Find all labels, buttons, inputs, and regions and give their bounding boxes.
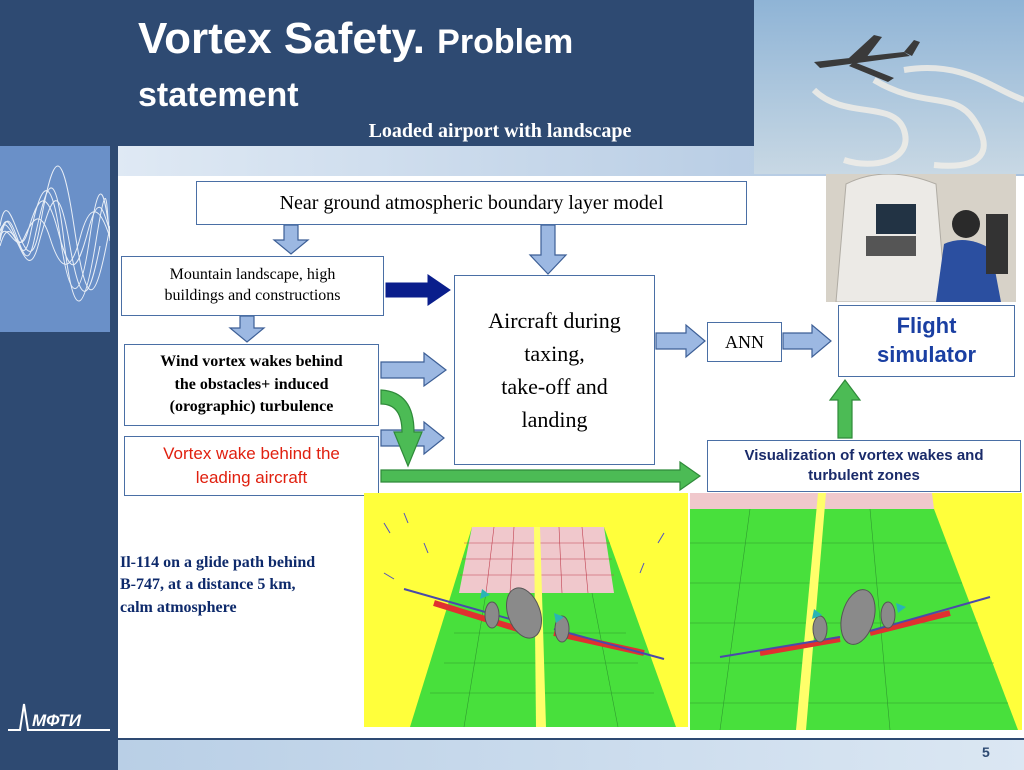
glide-path-caption: Il-114 on a glide path behind B-747, at a distance 5 km, calm atmosphere [120, 554, 316, 616]
page-title: Vortex Safety. Problem [138, 14, 574, 63]
arrow-mountain-to-wind [230, 316, 264, 342]
subtitle: Loaded airport with landscape [368, 120, 632, 142]
visualization-box: Visualization of vortex wakes and turbulent zones [707, 440, 1021, 492]
arrow-ann-to-flight [783, 325, 831, 357]
arrow-wind-to-aircraft [381, 353, 446, 386]
svg-text:МФТИ: МФТИ [32, 711, 81, 730]
arrow-mountain-to-aircraft [386, 275, 450, 305]
green-curved-arrow [381, 390, 422, 466]
wake-visualization-right [690, 493, 1022, 730]
arrow-model-to-mountain [274, 225, 308, 254]
ann-box: ANN [707, 322, 782, 362]
page-title-line2: statement [138, 76, 299, 114]
aircraft-phases-box: Aircraft during taxing, take-off and landing [454, 275, 655, 465]
mountain-landscape-box: Mountain landscape, high buildings and constructions [121, 256, 384, 316]
page-number: 5 [982, 744, 990, 760]
arrow-aircraft-to-ann [656, 325, 705, 357]
boundary-layer-model-box: Near ground atmospheric boundary layer model [196, 181, 747, 225]
flight-simulator-box: Flight simulator [838, 305, 1015, 377]
arrow-visual-to-flight [830, 380, 860, 438]
arrow-model-to-aircraft [530, 225, 566, 274]
mipt-logo [6, 700, 114, 740]
arrow-lead-to-visual [381, 462, 700, 490]
leading-aircraft-wake-box: Vortex wake behind the leading aircraft [124, 436, 379, 496]
wake-visualization-left [364, 493, 688, 727]
wind-vortex-box: Wind vortex wakes behind the obstacles+ induced (orographic) turbulence [124, 344, 379, 426]
